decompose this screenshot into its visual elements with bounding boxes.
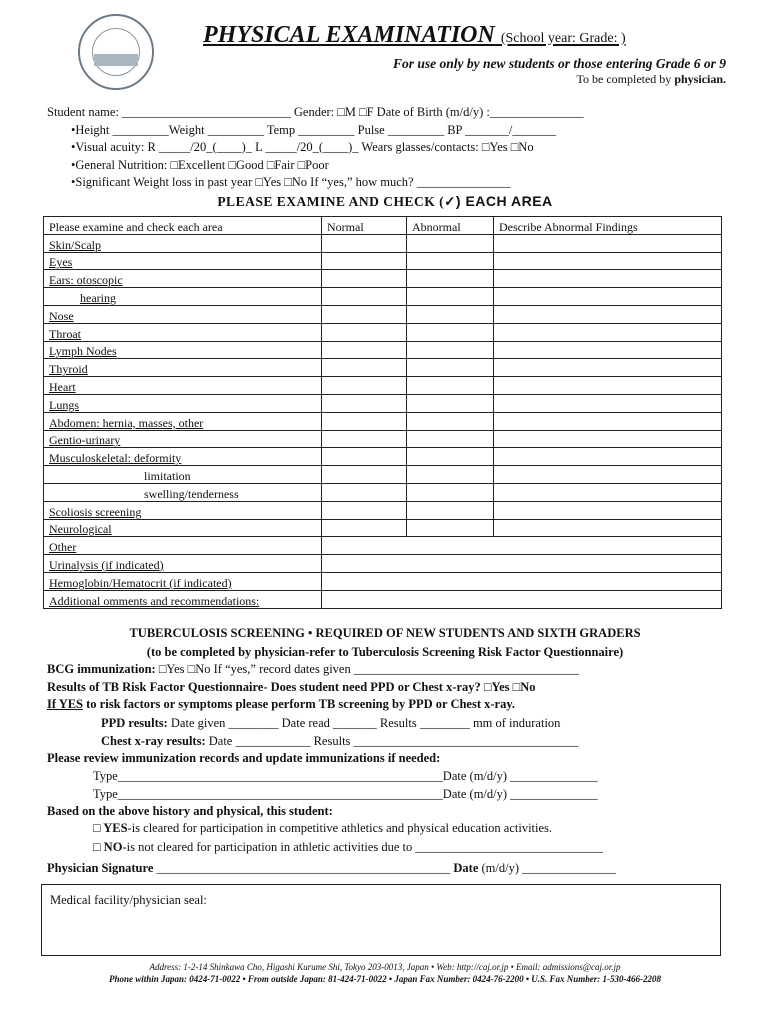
normal-cell[interactable] [322,305,407,323]
student-info-line-3[interactable]: •Visual acuity: R _____/20_(____)_ L _____/20_(____)_ Wears glasses/contacts: □Yes □No [71,140,534,155]
row-label: swelling/tenderness [44,483,322,501]
table-row [44,555,722,573]
logo-inner-ring [92,28,140,76]
immunization-type-1[interactable]: Type____________________________________________________Date (m/d/y) ______________ [93,769,598,783]
abnormal-cell[interactable] [407,270,494,288]
findings-cell[interactable] [494,412,722,430]
table-row [44,288,722,306]
student-info-line-1[interactable]: Student name: ___________________________ Gender: □M □F Date of Birth (m/d/y) :_______________ [47,105,584,119]
page-subtitle: For use only by new students or those entering Grade 6 or 9 [392,56,726,71]
table-row [44,341,722,359]
wide-findings-cell[interactable] [322,590,722,608]
normal-cell[interactable] [322,501,407,519]
findings-cell[interactable] [494,323,722,341]
normal-cell[interactable] [322,377,407,395]
row-label: Hemoglobin/Hematocrit (if indicated) [44,572,322,590]
school-logo [78,14,154,90]
tb-title: TUBERCULOSIS SCREENING • REQUIRED OF NEW STUDENTS AND SIXTH GRADERS [129,626,641,640]
wide-findings-cell[interactable] [322,572,722,590]
normal-cell[interactable] [322,252,407,270]
exam-section-title: PLEASE EXAMINE AND CHECK (✓) EACH AREA [217,193,553,209]
wide-findings-cell[interactable] [322,537,722,555]
findings-cell[interactable] [494,270,722,288]
clearance-no-option[interactable]: □ NO-is not cleared for participation in athletic activities due to ______________________________ [93,840,603,854]
header-normal: Normal [322,217,407,235]
findings-cell[interactable] [494,252,722,270]
page-title: PHYSICAL EXAMINATION (School year: Grade: ) [203,22,626,48]
table-row [44,501,722,519]
abnormal-cell[interactable] [407,359,494,377]
normal-cell[interactable] [322,466,407,484]
table-row [44,252,722,270]
student-info-line-4[interactable]: •General Nutrition: □Excellent □Good □Fair □Poor [71,157,329,172]
tb-if-yes: If YES to risk factors or symptoms please perform TB screening by PPD or Chest x-ray. [47,697,516,711]
table-row [44,519,722,537]
ppd-results[interactable]: PPD results: Date given ________ Date read _______ Results ________ mm of induration [101,716,561,730]
chest-xray-results[interactable]: Chest x-ray results: Date ____________ Results ____________________________________ [101,734,579,748]
checkmark-icon: ✓ [444,194,456,209]
row-label: Gentio-urinary [44,430,322,448]
findings-cell[interactable] [494,341,722,359]
abnormal-cell[interactable] [407,341,494,359]
normal-cell[interactable] [322,519,407,537]
findings-cell[interactable] [494,430,722,448]
row-label: Scoliosis screening [44,501,322,519]
row-label: Throat [44,323,322,341]
findings-cell[interactable] [494,466,722,484]
normal-cell[interactable] [322,394,407,412]
abnormal-cell[interactable] [407,305,494,323]
table-row [44,466,722,484]
physician-seal-box[interactable] [41,884,721,956]
header-findings: Describe Abnormal Findings [494,217,722,235]
table-row [44,323,722,341]
table-row [44,430,722,448]
wide-findings-cell[interactable] [322,555,722,573]
row-label: Lungs [44,394,322,412]
row-label: Lymph Nodes [44,341,322,359]
footer-address: Address: 1-2-14 Shinkawa Cho, Higashi Kurume Shi, Tokyo 203-0013, Japan • Web: http://caj.or.jp • Email: admissions@caj.or.jp [149,962,621,972]
table-row [44,394,722,412]
tb-risk-question[interactable]: Results of TB Risk Factor Questionnaire- Does student need PPD or Chest x-ray? □Yes □No [47,680,536,694]
table-row [44,270,722,288]
table-row [44,359,722,377]
seal-label: Medical facility/physician seal: [50,893,207,907]
abnormal-cell[interactable] [407,448,494,466]
abnormal-cell[interactable] [407,323,494,341]
clearance-heading: Based on the above history and physical, this student: [47,804,333,818]
abnormal-cell[interactable] [407,412,494,430]
table-row [44,234,722,252]
findings-cell[interactable] [494,377,722,395]
row-label: Thyroid [44,359,322,377]
bcg-immunization[interactable]: BCG immunization: □Yes □No If “yes,” record dates given ____________________________________ [47,662,579,676]
table-row [44,377,722,395]
abnormal-cell[interactable] [407,234,494,252]
footer-phone: Phone within Japan: 0424-71-0022 • From outside Japan: 81-424-71-0022 • Japan Fax Number: 0424-76-2200 • U.S. Fax Number: 1-530-466-2208 [109,974,661,984]
student-info-line-5[interactable]: •Significant Weight loss in past year □Yes □No If “yes,” how much? _______________ [71,175,511,190]
row-label: Eyes [44,252,322,270]
immunization-review: Please review immunization records and update immunizations if needed: [47,751,441,765]
row-label: Skin/Scalp [44,234,322,252]
abnormal-cell[interactable] [407,501,494,519]
row-label: Abdomen: hernia, masses, other [44,412,322,430]
abnormal-cell[interactable] [407,288,494,306]
abnormal-cell[interactable] [407,466,494,484]
normal-cell[interactable] [322,323,407,341]
row-label: Urinalysis (if indicated) [44,555,322,573]
table-row [44,483,722,501]
header-area: Please examine and check each area [44,217,322,235]
normal-cell[interactable] [322,448,407,466]
findings-cell[interactable] [494,305,722,323]
row-label: Nose [44,305,322,323]
findings-cell[interactable] [494,394,722,412]
abnormal-cell[interactable] [407,252,494,270]
normal-cell[interactable] [322,341,407,359]
normal-cell[interactable] [322,270,407,288]
findings-cell[interactable] [494,359,722,377]
findings-cell[interactable] [494,288,722,306]
abnormal-cell[interactable] [407,519,494,537]
footer [0,961,770,985]
abnormal-cell[interactable] [407,394,494,412]
physician-signature[interactable]: Physician Signature _______________________________________________ Date (m/d/y) _______________ [47,861,616,875]
table-row [44,590,722,608]
findings-cell[interactable] [494,519,722,537]
abnormal-cell[interactable] [407,430,494,448]
row-label: Additional omments and recommendations: [44,590,322,608]
row-label: Ears: otoscopic [44,270,322,288]
abnormal-cell[interactable] [407,483,494,501]
abnormal-cell[interactable] [407,377,494,395]
exam-table [43,216,722,609]
school-year-grade: (School year: Grade: ) [500,31,626,46]
table-row [44,572,722,590]
student-info [47,104,584,192]
normal-cell[interactable] [322,234,407,252]
table-row [44,305,722,323]
tb-subtitle: (to be completed by physician-refer to Tuberculosis Screening Risk Factor Questionnaire) [146,645,624,659]
table-row [44,537,722,555]
findings-cell[interactable] [494,483,722,501]
row-label: Heart [44,377,322,395]
findings-cell[interactable] [494,234,722,252]
table-row [44,448,722,466]
exam-table-header [44,217,722,235]
logo-ribbon [94,54,138,66]
normal-cell[interactable] [322,359,407,377]
clearance-yes-option[interactable]: □ YES-is cleared for participation in competitive athletics and physical education activities. [93,821,553,835]
row-label: Other [44,537,322,555]
normal-cell[interactable] [322,288,407,306]
row-label: hearing [44,288,322,306]
student-info-line-2[interactable]: •Height _________Weight _________ Temp _________ Pulse _________ BP _______/_______ [71,122,557,137]
normal-cell[interactable] [322,412,407,430]
immunization-type-2[interactable]: Type____________________________________________________Date (m/d/y) ______________ [93,787,598,801]
normal-cell[interactable] [322,430,407,448]
completed-by-note: To be completed by physician. [576,72,726,86]
table-row [44,412,722,430]
row-label: limitation [44,466,322,484]
row-label: Neurological [44,519,322,537]
findings-cell[interactable] [494,448,722,466]
normal-cell[interactable] [322,483,407,501]
row-label: Musculoskeletal: deformity [44,448,322,466]
header-abnormal: Abnormal [407,217,494,235]
findings-cell[interactable] [494,501,722,519]
